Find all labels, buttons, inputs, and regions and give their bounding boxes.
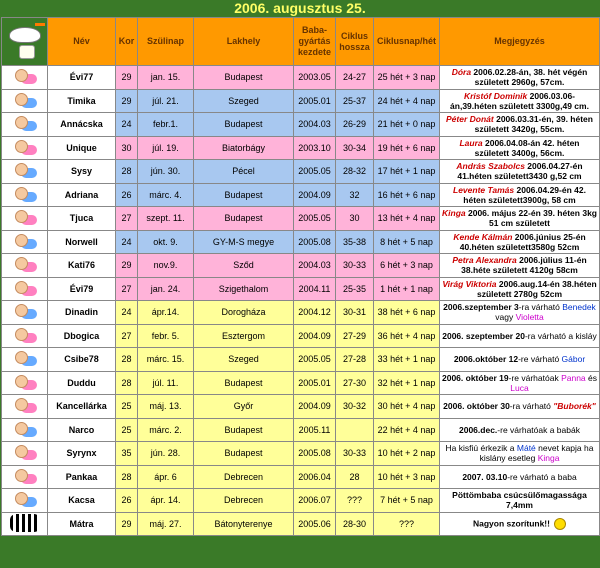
note-text: -re várhatóak	[508, 372, 562, 383]
note-text: 2006.szeptember 3	[443, 302, 519, 313]
cell-day: 16 hét + 6 nap	[374, 183, 440, 207]
note-text: -re várhatóak a babák	[497, 424, 580, 435]
cell-city: GY-M-S megye	[194, 230, 294, 254]
table-row	[2, 230, 600, 254]
cell-cycle: 30-31	[336, 301, 374, 325]
row-icon-cell	[2, 136, 48, 160]
note-text: "Buborék"	[553, 401, 596, 412]
note-text: Luca	[510, 382, 529, 393]
note-text: -ra várható a kisláy	[524, 330, 597, 341]
cell-name: Adriana	[48, 183, 116, 207]
note-text: nevet kapja ha kislány esetleg	[479, 443, 594, 464]
cell-start: 2004.03	[294, 113, 336, 137]
cell-birthday: júl. 11.	[138, 371, 194, 395]
cell-day: 25 hét + 3 nap	[374, 66, 440, 90]
baby-girl-icon	[12, 255, 38, 273]
note-text: Kinga	[442, 208, 466, 219]
cell-name: Unique	[48, 136, 116, 160]
cell-cycle: 30	[336, 207, 374, 231]
cell-birthday: máj. 13.	[138, 395, 194, 419]
cell-note	[440, 136, 600, 160]
cell-city: Esztergom	[194, 324, 294, 348]
cell-birthday: jan. 15.	[138, 66, 194, 90]
note-text: 2006.04.27-én 41.héten született3430 g,52 cm	[457, 161, 583, 182]
cell-cycle: 27-28	[336, 348, 374, 372]
baby-boy-icon	[12, 114, 38, 132]
baby-girl-icon	[12, 373, 38, 391]
row-icon-cell	[2, 160, 48, 184]
cell-day: 32 hét + 1 nap	[374, 371, 440, 395]
cell-age: 24	[116, 113, 138, 137]
cell-name: Dinadin	[48, 301, 116, 325]
row-icon-cell	[2, 371, 48, 395]
table-row	[2, 207, 600, 231]
cell-age: 27	[116, 207, 138, 231]
cell-day: 10 hét + 2 nap	[374, 442, 440, 466]
row-icon-cell	[2, 512, 48, 536]
note-text: Levente Tamás	[453, 184, 515, 195]
cell-city: Budapest	[194, 207, 294, 231]
cell-note	[440, 254, 600, 278]
cell-cycle	[336, 418, 374, 442]
cell-birthday: júl. 21.	[138, 89, 194, 113]
header-day: Ciklusnap/hét	[374, 18, 440, 66]
cell-cycle: 30-34	[336, 136, 374, 160]
cell-day: 1 hét + 1 nap	[374, 277, 440, 301]
cell-cycle: 25-35	[336, 277, 374, 301]
cell-age: 26	[116, 183, 138, 207]
cell-start: 2005.01	[294, 371, 336, 395]
baby-boy-icon	[12, 185, 38, 203]
cell-city: Budapest	[194, 371, 294, 395]
cell-age: 29	[116, 66, 138, 90]
table-row	[2, 348, 600, 372]
smiley-icon	[554, 518, 566, 530]
members-table	[1, 17, 600, 536]
cell-start: 2003.05	[294, 66, 336, 90]
cell-start: 2005.05	[294, 160, 336, 184]
cell-city: Szeged	[194, 89, 294, 113]
cell-age: 24	[116, 230, 138, 254]
cell-day: 36 hét + 4 nap	[374, 324, 440, 348]
baby-girl-icon	[12, 443, 38, 461]
row-icon-cell	[2, 465, 48, 489]
cell-start: 2004.03	[294, 254, 336, 278]
note-text: 2006.02.28-án, 38. hét végén született 2960g, 57cm.	[471, 67, 588, 88]
cell-cycle: 28	[336, 465, 374, 489]
note-text: Máté	[516, 443, 536, 454]
cell-name: Mátra	[48, 512, 116, 536]
header-start: Baba-gyártás kezdete	[294, 18, 336, 66]
cell-note	[440, 489, 600, 513]
cell-name: Csibe78	[48, 348, 116, 372]
row-icon-cell	[2, 113, 48, 137]
cell-birthday: ápr. 6	[138, 465, 194, 489]
row-icon-cell	[2, 207, 48, 231]
cell-start: 2005.06	[294, 512, 336, 536]
cell-name: Norwell	[48, 230, 116, 254]
note-text: Nagyon szorítunk!!	[473, 518, 550, 528]
cell-note	[440, 301, 600, 325]
cell-city: Budapest	[194, 418, 294, 442]
cell-birthday: febr.1.	[138, 113, 194, 137]
table-row	[2, 277, 600, 301]
cell-birthday: júl. 19.	[138, 136, 194, 160]
cell-day: 19 hét + 6 nap	[374, 136, 440, 160]
cell-start: 2004.09	[294, 324, 336, 348]
table-body	[2, 66, 600, 536]
cell-city: Budapest	[194, 66, 294, 90]
cell-start: 2005.05	[294, 207, 336, 231]
note-text: 2006.04.29-én 42. héten született3900g, 58 cm	[463, 184, 586, 205]
note-text: 2006.július 11-én 38.héte született 4120g 58cm	[461, 255, 587, 276]
cell-day: 17 hét + 1 nap	[374, 160, 440, 184]
table-row	[2, 418, 600, 442]
cell-city: Budapest	[194, 183, 294, 207]
note-text: Pöttömbaba csúcsülőmagassága 7,4mm	[452, 490, 587, 511]
cell-age: 24	[116, 301, 138, 325]
cell-birthday: okt. 9.	[138, 230, 194, 254]
table-row	[2, 183, 600, 207]
table-row	[2, 395, 600, 419]
row-icon-cell	[2, 301, 48, 325]
page-title: 2006. augusztus 25.	[0, 0, 600, 17]
header-age: Kor	[116, 18, 138, 66]
cell-cycle: 26-29	[336, 113, 374, 137]
note-text: 2006.október 12	[453, 354, 519, 365]
cell-birthday: ápr.14.	[138, 301, 194, 325]
cell-day: 33 hét + 1 nap	[374, 348, 440, 372]
table-row	[2, 324, 600, 348]
baby-girl-icon	[12, 326, 38, 344]
cell-start: 2004.09	[294, 183, 336, 207]
baby-boy-icon	[12, 232, 38, 250]
header-birthday: Szülinap	[138, 18, 194, 66]
row-icon-cell	[2, 395, 48, 419]
cell-city: Debrecen	[194, 465, 294, 489]
cell-birthday: szept. 11.	[138, 207, 194, 231]
cell-cycle: 30-33	[336, 254, 374, 278]
cell-note	[440, 324, 600, 348]
note-text: Petra Alexandra	[452, 255, 517, 266]
note-text: 2007. 03.10	[462, 471, 508, 482]
cell-start: 2004.11	[294, 277, 336, 301]
note-text: Violetta	[515, 312, 544, 323]
note-text: 2006. október 19	[442, 372, 509, 383]
header-cycle: Ciklus hossza	[336, 18, 374, 66]
cell-start: 2005.01	[294, 89, 336, 113]
cell-name: Sysy	[48, 160, 116, 184]
note-text: 2006.dec.	[459, 424, 498, 435]
note-text: -ra várható	[509, 401, 554, 412]
note-text: Benedek	[562, 302, 596, 313]
cell-name: Kacsa	[48, 489, 116, 513]
cell-birthday: ápr. 14.	[138, 489, 194, 513]
cell-age: 35	[116, 442, 138, 466]
cell-name: Dbogica	[48, 324, 116, 348]
baby-boy-icon	[12, 302, 38, 320]
cell-start: 2005.05	[294, 348, 336, 372]
row-icon-cell	[2, 489, 48, 513]
cell-age: 29	[116, 254, 138, 278]
baby-girl-icon	[12, 396, 38, 414]
note-text: Ha kisfiú érkezik a	[445, 443, 517, 454]
cell-name: Kancellárka	[48, 395, 116, 419]
note-text: Gábor	[561, 354, 586, 365]
cell-day: 8 hét + 5 nap	[374, 230, 440, 254]
cell-cycle: 24-27	[336, 66, 374, 90]
cell-note	[440, 512, 600, 536]
baby-girl-icon	[12, 138, 38, 156]
note-text: -re várható	[518, 354, 562, 365]
cell-day: 7 hét + 5 nap	[374, 489, 440, 513]
cell-note	[440, 66, 600, 90]
cell-birthday: márc. 4.	[138, 183, 194, 207]
note-text: Dóra	[451, 67, 472, 78]
baby-girl-icon	[12, 467, 38, 485]
cell-note	[440, 465, 600, 489]
cell-note	[440, 230, 600, 254]
cell-birthday: nov.9.	[138, 254, 194, 278]
cell-city: Szeged	[194, 348, 294, 372]
cell-age: 28	[116, 348, 138, 372]
cell-city: Biatorbágy	[194, 136, 294, 160]
note-text: Kinga	[537, 453, 560, 464]
cell-birthday: márc. 2.	[138, 418, 194, 442]
row-icon-cell	[2, 66, 48, 90]
header-city: Lakhely	[194, 18, 294, 66]
baby-girl-icon	[12, 279, 38, 297]
cell-day: 13 hét + 4 nap	[374, 207, 440, 231]
note-text: 2006. október 30	[443, 401, 510, 412]
cell-day: 24 hét + 4 nap	[374, 89, 440, 113]
cell-age: 26	[116, 489, 138, 513]
cell-day: 38 hét + 6 nap	[374, 301, 440, 325]
row-icon-cell	[2, 254, 48, 278]
cell-cycle: 32	[336, 183, 374, 207]
cell-age: 27	[116, 277, 138, 301]
cell-city: Bátonyterenye	[194, 512, 294, 536]
cell-day: ???	[374, 512, 440, 536]
cell-name: Duddu	[48, 371, 116, 395]
header-row	[2, 18, 600, 66]
table-row	[2, 512, 600, 536]
cell-age: 28	[116, 160, 138, 184]
baby-girl-icon	[12, 67, 38, 85]
stork-icon	[5, 19, 45, 61]
cell-cycle: 25-37	[336, 89, 374, 113]
cell-birthday: márc. 15.	[138, 348, 194, 372]
cell-age: 29	[116, 89, 138, 113]
row-icon-cell	[2, 183, 48, 207]
cell-start: 2005.08	[294, 442, 336, 466]
baby-boy-icon	[12, 349, 38, 367]
note-text: Panna	[561, 372, 586, 383]
cell-name: Annácska	[48, 113, 116, 137]
row-icon-cell	[2, 348, 48, 372]
cell-age: 28	[116, 371, 138, 395]
cell-start: 2004.09	[294, 395, 336, 419]
cell-day: 21 hét + 0 nap	[374, 113, 440, 137]
note-text: 2006.03.06-án,39.héten született 3300g,49 cm.	[450, 90, 589, 111]
cell-start: 2003.10	[294, 136, 336, 160]
table-row	[2, 254, 600, 278]
note-text: 2006. május 22-én 39. héten 3kg 51 cm született	[465, 208, 597, 229]
note-text: -re várható a baba	[507, 471, 577, 482]
table-row	[2, 301, 600, 325]
cell-name: Syrynx	[48, 442, 116, 466]
note-text: Péter Donát	[446, 114, 494, 125]
cell-name: Narco	[48, 418, 116, 442]
row-icon-cell	[2, 418, 48, 442]
cell-name: Tjuca	[48, 207, 116, 231]
table-row	[2, 160, 600, 184]
cell-age: 29	[116, 512, 138, 536]
cell-age: 30	[116, 136, 138, 160]
cell-cycle: 30-32	[336, 395, 374, 419]
header-name: Név	[48, 18, 116, 66]
table-row	[2, 371, 600, 395]
note-text: 2006.június 25-én 40.héten született3580g 52cm	[459, 231, 586, 252]
cell-city: Budapest	[194, 442, 294, 466]
table-row	[2, 89, 600, 113]
cell-note	[440, 113, 600, 137]
row-icon-cell	[2, 230, 48, 254]
row-icon-cell	[2, 277, 48, 301]
note-text: és	[585, 372, 598, 383]
cell-cycle: 28-30	[336, 512, 374, 536]
cell-name: Évi79	[48, 277, 116, 301]
table-row	[2, 489, 600, 513]
note-text: vagy	[495, 312, 516, 323]
cell-age: 27	[116, 324, 138, 348]
cell-cycle: 27-29	[336, 324, 374, 348]
cell-start: 2006.04	[294, 465, 336, 489]
note-text: Laura	[459, 137, 483, 148]
cell-note	[440, 160, 600, 184]
baby-boy-icon	[12, 420, 38, 438]
note-text: András Szabolcs	[456, 161, 525, 172]
cell-note	[440, 395, 600, 419]
note-text: 2006. szeptember 20	[442, 330, 525, 341]
cell-name: Timika	[48, 89, 116, 113]
cell-start: 2005.11	[294, 418, 336, 442]
cell-name: Évi77	[48, 66, 116, 90]
note-text: 2006.04.08-án 42. héten született 3400g, 56cm.	[474, 137, 580, 158]
cell-name: Kati76	[48, 254, 116, 278]
cell-birthday: jan. 24.	[138, 277, 194, 301]
baby-boy-icon	[12, 490, 38, 508]
cell-note	[440, 348, 600, 372]
header-note: Megjegyzés	[440, 18, 600, 66]
row-icon-cell	[2, 324, 48, 348]
cell-birthday: febr. 5.	[138, 324, 194, 348]
header-icon-cell	[2, 18, 48, 66]
cell-day: 22 hét + 4 nap	[374, 418, 440, 442]
table-row	[2, 465, 600, 489]
cell-start: 2006.07	[294, 489, 336, 513]
cell-note	[440, 418, 600, 442]
table-row	[2, 113, 600, 137]
cell-city: Sződ	[194, 254, 294, 278]
baby-girl-icon	[12, 208, 38, 226]
cell-city: Szigethalom	[194, 277, 294, 301]
table-row	[2, 442, 600, 466]
cell-start: 2004.12	[294, 301, 336, 325]
note-text: 2006.03.31-én, 39. héten született 3420g, 55cm.	[474, 114, 593, 135]
cell-age: 28	[116, 465, 138, 489]
cell-note	[440, 442, 600, 466]
cell-day: 10 hét + 3 nap	[374, 465, 440, 489]
note-text: Kende Kálmán	[453, 231, 513, 242]
row-icon-cell	[2, 89, 48, 113]
table-row	[2, 66, 600, 90]
cell-birthday: máj. 27.	[138, 512, 194, 536]
cell-note	[440, 89, 600, 113]
cell-city: Dorogháza	[194, 301, 294, 325]
table-row	[2, 136, 600, 160]
cell-birthday: jún. 28.	[138, 442, 194, 466]
cell-day: 30 hét + 4 nap	[374, 395, 440, 419]
cell-note	[440, 207, 600, 231]
cell-note	[440, 371, 600, 395]
note-text: 2006.aug.14-én 38.héten született 2780g 52cm	[476, 278, 597, 299]
cell-cycle: 27-30	[336, 371, 374, 395]
cell-city: Győr	[194, 395, 294, 419]
baby-boy-icon	[12, 161, 38, 179]
note-text: Kristóf Dominik	[463, 90, 528, 101]
cell-city: Debrecen	[194, 489, 294, 513]
zebra-icon	[10, 514, 40, 532]
cell-name: Pankaa	[48, 465, 116, 489]
cell-note	[440, 277, 600, 301]
cell-birthday: jún. 30.	[138, 160, 194, 184]
cell-start: 2005.08	[294, 230, 336, 254]
note-text: -ra várható	[518, 302, 563, 313]
cell-cycle: 35-38	[336, 230, 374, 254]
cell-age: 25	[116, 395, 138, 419]
cell-age: 25	[116, 418, 138, 442]
cell-cycle: 30-33	[336, 442, 374, 466]
row-icon-cell	[2, 442, 48, 466]
cell-note	[440, 183, 600, 207]
cell-city: Pécel	[194, 160, 294, 184]
cell-cycle: 28-32	[336, 160, 374, 184]
baby-boy-icon	[12, 91, 38, 109]
cell-city: Budapest	[194, 113, 294, 137]
cell-cycle: ???	[336, 489, 374, 513]
cell-day: 6 hét + 3 nap	[374, 254, 440, 278]
note-text: Virág Viktoria	[442, 278, 497, 289]
